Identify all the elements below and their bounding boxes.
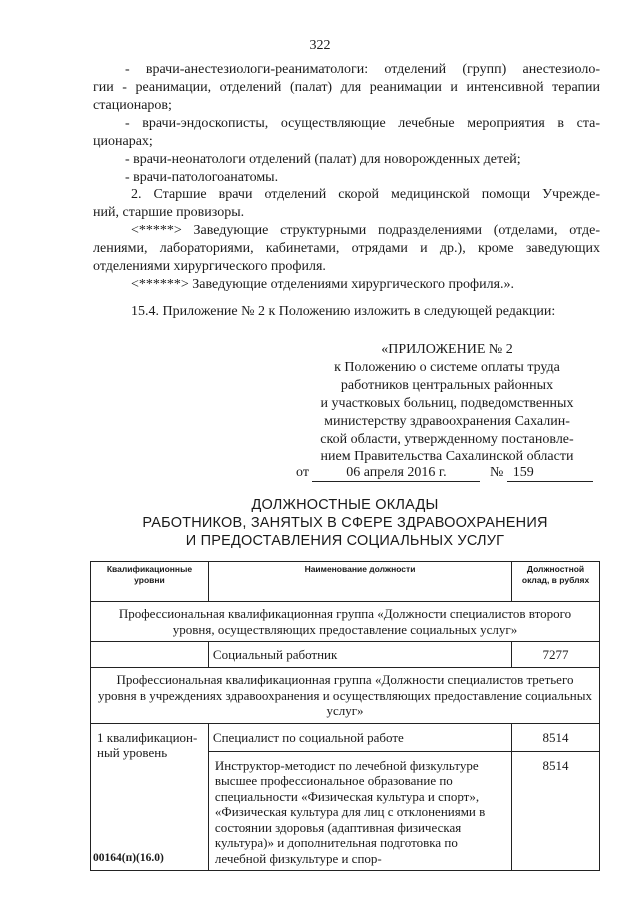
appendix-heading: «ПРИЛОЖЕНИЕ № 2 <box>381 342 513 357</box>
page-number: 322 <box>309 38 331 53</box>
body-line: ционарах; <box>93 134 153 149</box>
decree-number: 159 <box>507 465 593 482</box>
table-row <box>91 723 600 751</box>
group-row <box>91 602 600 642</box>
group-title: Профессиональная квалификационная группа «Должности специалистов второго уровня, осуществляющих предоставление социальных услуг» <box>91 602 600 642</box>
document-code: 00164(п)(16.0) <box>93 852 164 864</box>
level-cell <box>91 642 209 668</box>
position-cell: Социальный работник <box>208 642 511 668</box>
body-line: <******> Заведующие отделениями хирургического профиля.». <box>131 277 515 292</box>
position-cell: Инструктор-методист по лечебной физкультуре высшее профессиональное образование по специальности «Физическая культура и спорт», «Физическая культура для лиц с отклонениями в состоянии здоровья (адаптивная физическая культура)» и дополнительная подготовка по лечебной физкультуре и спор- <box>208 751 511 871</box>
salary-cell: 8514 <box>512 723 600 751</box>
body-line: 2. Старшие врачи отделений скорой медицинской помощи Учрежде- <box>131 187 600 202</box>
level-cell: 1 квалификацион-ный уровень <box>91 723 209 871</box>
table-title-line: И ПРЕДОСТАВЛЕНИЯ СОЦИАЛЬНЫХ УСЛУГ <box>185 533 505 549</box>
appendix-line: к Положению о системе оплаты труда <box>334 360 560 375</box>
body-line: гии - реанимации, отделений (палат) для реанимации и интенсивной терапии <box>93 80 600 95</box>
appendix-line: министерству здравоохранения Сахалин- <box>324 414 570 429</box>
body-line: отделениями хирургического профиля. <box>93 259 326 274</box>
table-header-row <box>91 562 600 602</box>
header-qualification-levels: Квалификационные уровни <box>91 562 209 602</box>
decree-prefix: от <box>296 465 309 480</box>
body-line: лениями, лабораториями, кабинетами, отрядами и др.), кроме заведующих <box>93 241 600 256</box>
appendix-line: ской области, утвержденному постановле- <box>320 432 574 447</box>
body-line: - врачи-эндоскописты, осуществляющие лечебные мероприятия в ста- <box>125 116 600 131</box>
header-salary: Должностной оклад, в рублях <box>512 562 600 602</box>
appendix-line: работников центральных районных <box>340 378 554 393</box>
decree-no-label: № <box>489 465 504 480</box>
decree-date: 06 апреля 2016 г. <box>312 465 480 482</box>
salary-cell: 7277 <box>512 642 600 668</box>
body-line: стационаров; <box>93 98 172 113</box>
appendix-line: нием Правительства Сахалинской области <box>320 449 574 464</box>
position-cell: Специалист по социальной работе <box>208 723 511 751</box>
body-line: <*****> Заведующие структурными подразделениями (отделами, отде- <box>131 223 600 238</box>
body-line: - врачи-неонатологи отделений (палат) для новорожденных детей; <box>125 152 521 167</box>
decree-date-line <box>296 465 593 482</box>
body-line: ний, старшие провизоры. <box>93 205 245 220</box>
body-line: - врачи-патологоанатомы. <box>125 170 279 185</box>
body-line: - врачи-анестезиологи-реаниматологи: отделений (групп) анестезиоло- <box>125 62 600 77</box>
table-title-line: ДОЛЖНОСТНЫЕ ОКЛАДЫ <box>251 497 439 513</box>
appendix-line: и участковых больниц, подведомственных <box>320 396 574 411</box>
group-title: Профессиональная квалификационная группа «Должности специалистов третьего уровня в учреждениях здравоохранения и осуществляющих предоставление социальных услуг» <box>91 668 600 724</box>
group-row <box>91 668 600 724</box>
header-position-name: Наименование должности <box>208 562 511 602</box>
body-line: 15.4. Приложение № 2 к Положению изложить в следующей редакции: <box>131 304 556 319</box>
table-row <box>91 642 600 668</box>
salary-table <box>90 561 600 871</box>
table-title-line: РАБОТНИКОВ, ЗАНЯТЫХ В СФЕРЕ ЗДРАВООХРАНЕНИЯ <box>142 515 548 531</box>
salary-cell: 8514 <box>512 751 600 871</box>
